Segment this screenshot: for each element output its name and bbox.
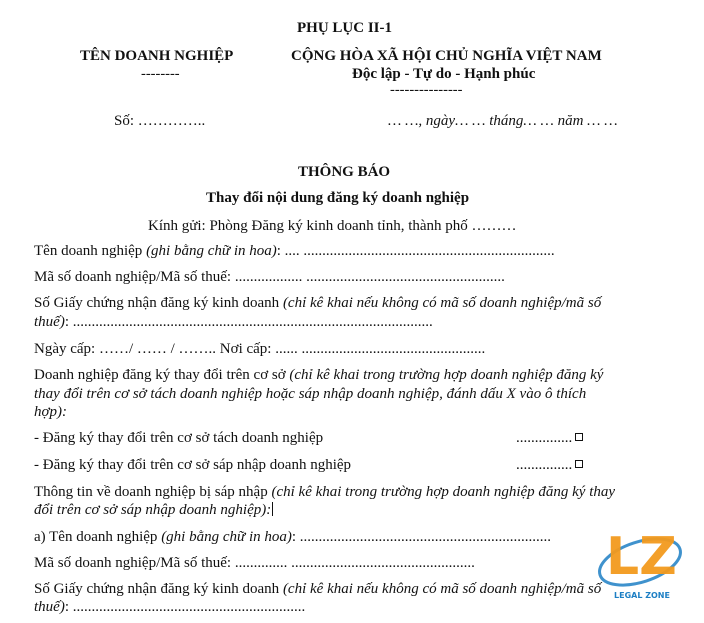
company-dashes: -------- bbox=[141, 66, 180, 82]
merged-certificate-field-cont: thuế): .............................................................. bbox=[34, 599, 306, 615]
certificate-field-cont: thuế): ................................................................................................ bbox=[34, 314, 433, 330]
merged-info-line-1: Thông tin về doanh nghiệp bị sáp nhập (chỉ kê khai trong trường hợp doanh nghiệp đăng ký thay bbox=[34, 484, 616, 500]
option-split: - Đăng ký thay đổi trên cơ sở tách doanh nghiệp bbox=[34, 430, 324, 446]
issue-date-place-field: Ngày cấp: ……/ …… / …….. Nơi cấp: ...... ................................................. bbox=[34, 341, 486, 357]
notice-title: THÔNG BÁO bbox=[298, 164, 391, 180]
document-date: … …, ngày… … tháng… … năm … … bbox=[388, 113, 618, 129]
basis-line-3: hợp): bbox=[34, 404, 67, 420]
option-split-checkbox-row: ............... bbox=[516, 430, 583, 447]
tax-code-field: Mã số doanh nghiệp/Mã số thuế: .................. ..................................................... bbox=[34, 269, 505, 285]
merged-tax-code-field: Mã số doanh nghiệp/Mã số thuế: .............. ................................................. bbox=[34, 555, 475, 571]
option-merge: - Đăng ký thay đổi trên cơ sở sáp nhập doanh nghiệp bbox=[34, 457, 352, 473]
logo-text: LEGAL ZONE bbox=[614, 591, 670, 600]
appendix-title: PHỤ LỤC II-1 bbox=[297, 20, 393, 36]
basis-line-1: Doanh nghiệp đăng ký thay đổi trên cơ sở (chỉ kê khai trong trường hợp doanh nghiệp đăng ký bbox=[34, 367, 604, 383]
merged-info-line-2: đổi trên cơ sở sáp nhập doanh nghiệp): bbox=[34, 502, 272, 518]
merged-company-name-field: a) Tên doanh nghiệp (ghi bằng chữ in hoa): ................................................................... bbox=[34, 529, 552, 545]
checkbox-split[interactable] bbox=[575, 433, 583, 441]
option-merge-checkbox-row: ............... bbox=[516, 457, 583, 474]
document-number: Số: ………….. bbox=[114, 113, 206, 129]
company-label: TÊN DOANH NGHIỆP bbox=[80, 48, 234, 64]
country-title: CỘNG HÒA XÃ HỘI CHỦ NGHĨA VIỆT NAM bbox=[291, 48, 602, 64]
company-name-field: Tên doanh nghiệp (ghi bằng chữ in hoa): .... ................................................................... bbox=[34, 243, 555, 259]
legal-zone-logo bbox=[592, 512, 686, 608]
logo-letters: LZ bbox=[606, 527, 677, 587]
certificate-field: Số Giấy chứng nhận đăng ký kinh doanh (chỉ kê khai nếu không có mã số doanh nghiệp/mã số bbox=[34, 295, 602, 311]
checkbox-merge[interactable] bbox=[575, 460, 583, 468]
merged-certificate-field: Số Giấy chứng nhận đăng ký kinh doanh (chỉ kê khai nếu không có mã số doanh nghiệp/mã số bbox=[34, 581, 602, 597]
motto: Độc lập - Tự do - Hạnh phúc bbox=[352, 66, 536, 82]
legal-zone-logo-icon bbox=[592, 512, 686, 608]
basis-line-2: thay đổi trên cơ sở tách doanh nghiệp hoặc sáp nhập doanh nghiệp, đánh dấu X vào ô thích bbox=[34, 386, 587, 402]
text-cursor bbox=[272, 502, 273, 516]
recipient-line: Kính gửi: Phòng Đăng ký kinh doanh tỉnh, thành phố ……… bbox=[148, 218, 517, 234]
notice-subtitle: Thay đổi nội dung đăng ký doanh nghiệp bbox=[206, 190, 470, 206]
motto-dashes: --------------- bbox=[390, 82, 463, 98]
